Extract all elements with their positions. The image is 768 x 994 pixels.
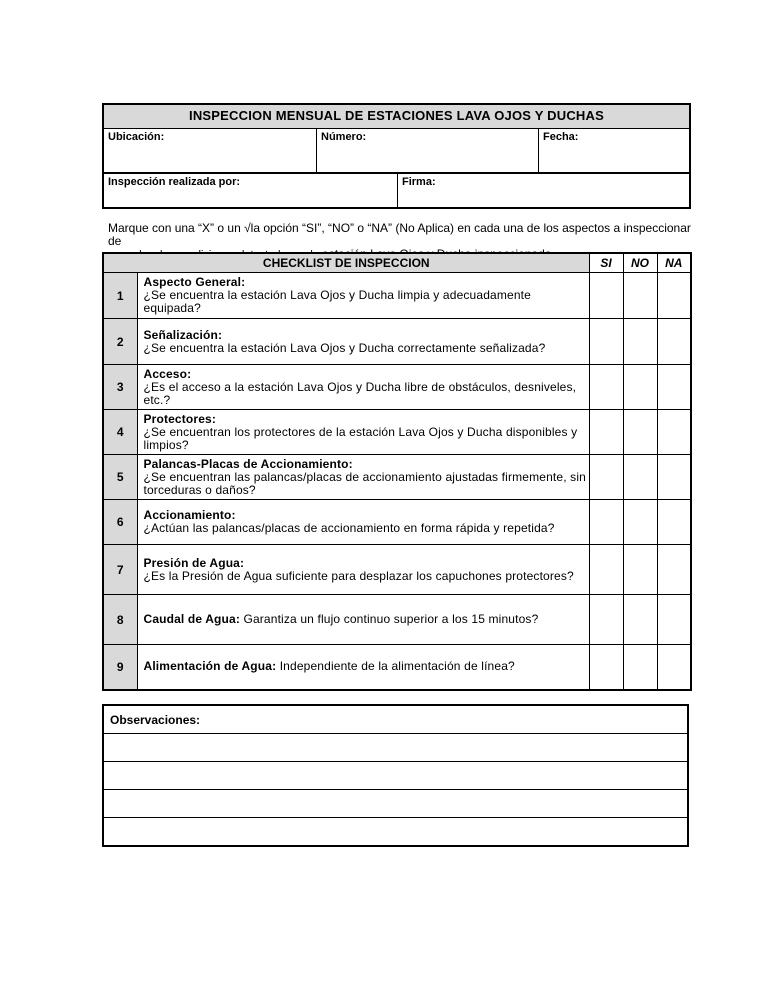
item-title: Alimentación de Agua: xyxy=(143,659,277,674)
checklist-row xyxy=(103,545,691,595)
checkbox-no[interactable] xyxy=(623,500,657,545)
col-no-header: NO xyxy=(623,253,657,273)
checkbox-no[interactable] xyxy=(623,319,657,365)
item-question xyxy=(137,545,589,595)
observations-label: Observaciones: xyxy=(103,705,688,734)
item-number: 4 xyxy=(103,410,137,455)
inspector-label: Inspección realizada por: xyxy=(108,176,241,188)
item-question xyxy=(137,500,589,545)
checkbox-na[interactable] xyxy=(657,545,691,595)
checklist-row xyxy=(103,365,691,410)
checkbox-no[interactable] xyxy=(623,455,657,500)
checkbox-na[interactable] xyxy=(657,595,691,645)
observations-table xyxy=(102,704,689,847)
ubicacion-label: Ubicación: xyxy=(108,131,165,143)
checkbox-na[interactable] xyxy=(657,365,691,410)
checkbox-si[interactable] xyxy=(589,365,623,410)
observations-line[interactable] xyxy=(103,818,688,847)
checkbox-si[interactable] xyxy=(589,319,623,365)
checklist-row xyxy=(103,455,691,500)
item-number: 3 xyxy=(103,365,137,410)
item-question xyxy=(137,365,589,410)
checkbox-no[interactable] xyxy=(623,365,657,410)
form-title: INSPECCION MENSUAL DE ESTACIONES LAVA OJOS Y DUCHAS xyxy=(104,105,689,129)
item-number: 5 xyxy=(103,455,137,500)
checklist-row xyxy=(103,319,691,365)
item-text: ¿Actúan las palancas/placas de accionamiento en forma rápida y repetida? xyxy=(143,521,555,535)
item-number: 9 xyxy=(103,645,137,690)
inspector-field[interactable] xyxy=(104,173,398,207)
checkbox-no[interactable] xyxy=(623,410,657,455)
checkbox-na[interactable] xyxy=(657,319,691,365)
item-number: 2 xyxy=(103,319,137,365)
observations-line[interactable] xyxy=(103,790,688,818)
item-number: 8 xyxy=(103,595,137,645)
checkbox-no[interactable] xyxy=(623,645,657,690)
ubicacion-field[interactable] xyxy=(104,129,317,173)
checkbox-si[interactable] xyxy=(589,410,623,455)
item-title: Acceso: xyxy=(143,366,192,381)
checklist-row xyxy=(103,273,691,319)
checkbox-si[interactable] xyxy=(589,645,623,690)
checkbox-na[interactable] xyxy=(657,455,691,500)
item-question xyxy=(137,595,589,645)
checkbox-no[interactable] xyxy=(623,545,657,595)
checkbox-si[interactable] xyxy=(589,595,623,645)
item-title: Accionamiento: xyxy=(143,508,236,522)
checklist-row xyxy=(103,645,691,690)
item-title: Protectores: xyxy=(143,411,216,426)
item-question xyxy=(137,273,589,319)
numero-field[interactable] xyxy=(317,129,539,173)
checkbox-na[interactable] xyxy=(657,645,691,690)
item-question xyxy=(137,319,589,365)
item-text: ¿Se encuentran las palancas/placas de accionamiento ajustadas firmemente, sin torceduras o daños? xyxy=(143,469,586,497)
fecha-label: Fecha: xyxy=(543,131,579,143)
item-number: 7 xyxy=(103,545,137,595)
instruction-line-1: Marque con una “X” o un √la opción “SI”, “NO” o “NA” (No Aplica) en cada una de los aspectos a inspeccionar de xyxy=(108,221,691,248)
checkbox-no[interactable] xyxy=(623,273,657,319)
item-title: Presión de Agua: xyxy=(143,555,245,570)
item-question xyxy=(137,645,589,690)
inspection-header xyxy=(102,103,691,209)
firma-label: Firma: xyxy=(402,176,436,188)
checklist-row xyxy=(103,500,691,545)
observations-line[interactable] xyxy=(103,762,688,790)
checklist-header: CHECKLIST DE INSPECCION xyxy=(103,253,589,273)
checkbox-no[interactable] xyxy=(623,595,657,645)
firma-field[interactable] xyxy=(398,173,689,207)
checklist-row xyxy=(103,410,691,455)
col-si-header: SI xyxy=(589,253,623,273)
checkbox-si[interactable] xyxy=(589,455,623,500)
item-text: ¿Es la Presión de Agua suficiente para desplazar los capuchones protectores? xyxy=(143,568,574,583)
observations-line[interactable] xyxy=(103,734,688,762)
fecha-field[interactable] xyxy=(539,129,689,173)
col-na-header: NA xyxy=(657,253,691,273)
checkbox-si[interactable] xyxy=(589,273,623,319)
checkbox-na[interactable] xyxy=(657,273,691,319)
checkbox-na[interactable] xyxy=(657,500,691,545)
item-question xyxy=(137,455,589,500)
item-question xyxy=(137,410,589,455)
item-text: ¿Se encuentra la estación Lava Ojos y Ducha limpia y adecuadamente equipada? xyxy=(143,288,531,315)
item-text: ¿Se encuentran los protectores de la estación Lava Ojos y Ducha disponibles y limpios? xyxy=(143,424,578,452)
item-text: Garantiza un flujo continuo superior a los 15 minutos? xyxy=(243,612,539,626)
numero-label: Número: xyxy=(321,131,367,143)
item-number: 1 xyxy=(103,273,137,319)
checkbox-si[interactable] xyxy=(589,545,623,595)
item-number: 6 xyxy=(103,500,137,545)
checklist-row xyxy=(103,595,691,645)
item-title: Aspecto General: xyxy=(143,275,246,289)
item-title: Palancas-Placas de Accionamiento: xyxy=(143,456,353,471)
checkbox-na[interactable] xyxy=(657,410,691,455)
item-title: Caudal de Agua: xyxy=(143,612,240,626)
checkbox-si[interactable] xyxy=(589,500,623,545)
item-text: ¿Se encuentra la estación Lava Ojos y Ducha correctamente señalizada? xyxy=(143,340,546,355)
checklist-table xyxy=(102,252,692,691)
item-text: Independiente de la alimentación de línea? xyxy=(279,659,515,674)
item-text: ¿Es el acceso a la estación Lava Ojos y Ducha libre de obstáculos, desniveles, etc.? xyxy=(143,379,577,407)
item-title: Señalización: xyxy=(143,327,223,342)
